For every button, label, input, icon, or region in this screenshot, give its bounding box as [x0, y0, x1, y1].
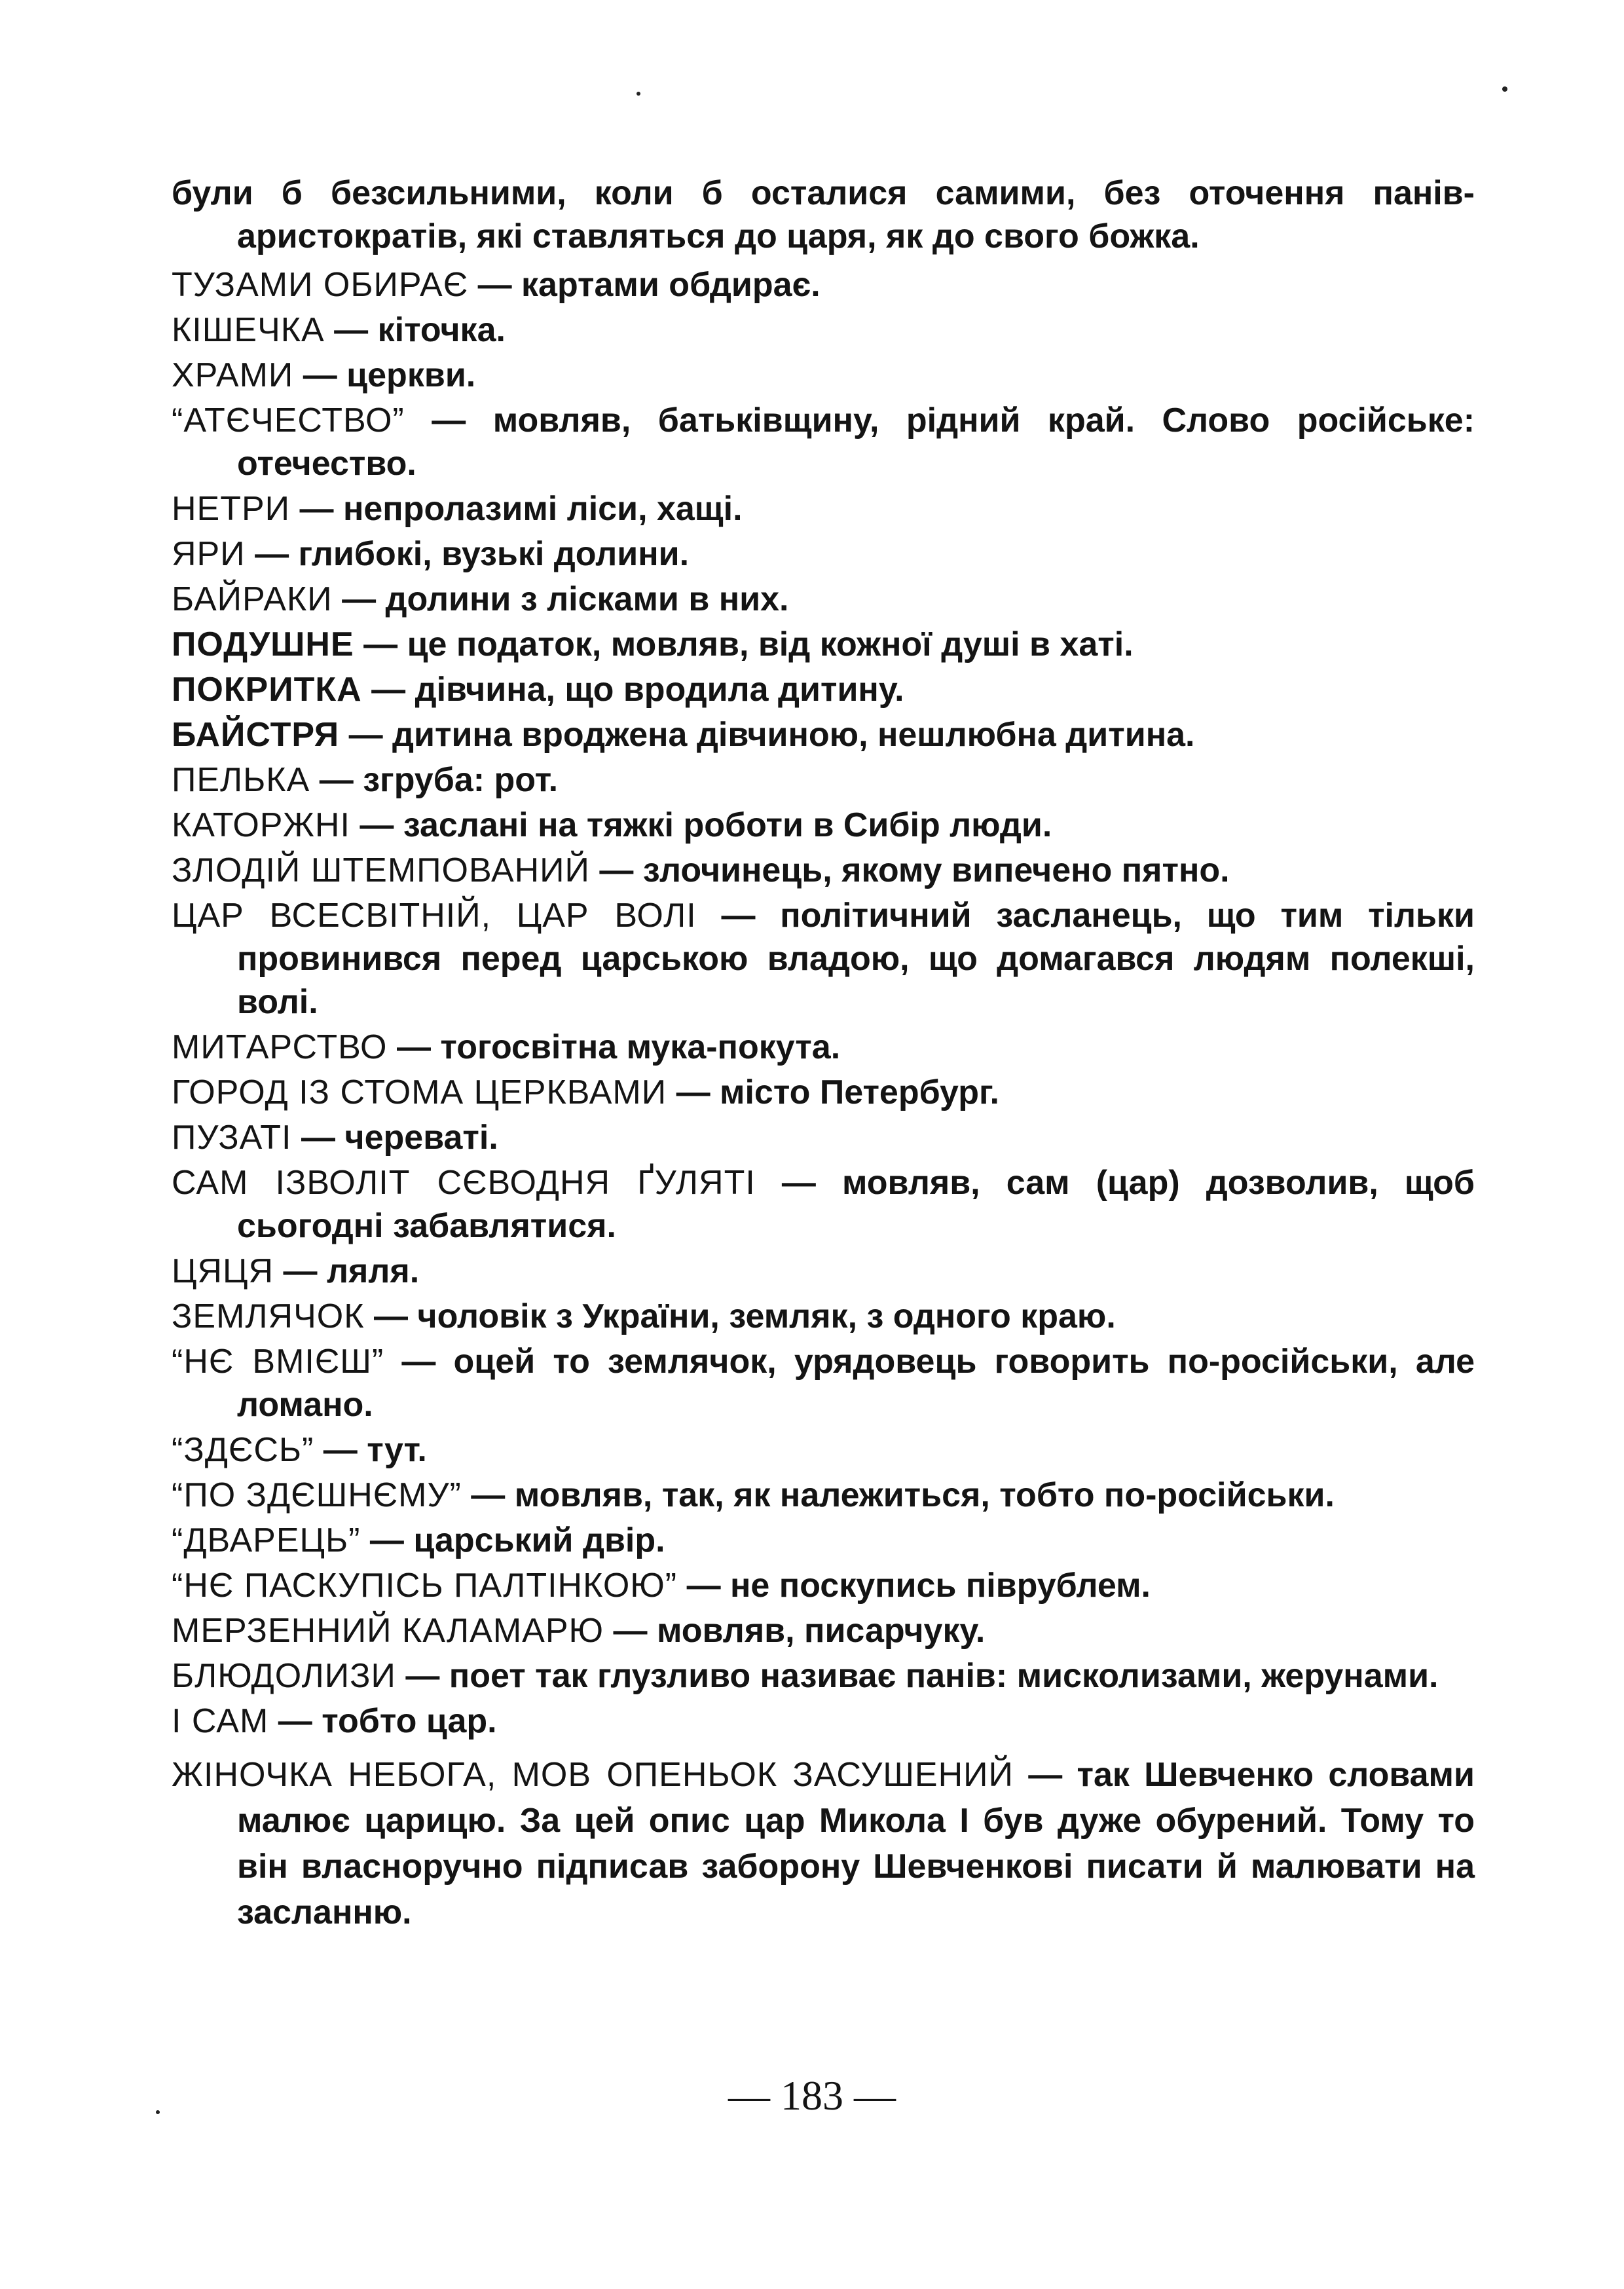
entry-dash: — [348, 716, 383, 754]
entry-dash: — [360, 806, 394, 844]
entry-definition: мовляв, писарчуку. [656, 1612, 986, 1650]
entry-definition: так Шевченко словами малює царицю. За цей опис цар Микола І був дуже обурений. Тому то він власноручно підписав заборону Шевченкові писати й малювати на засланню. [237, 1756, 1475, 1931]
entry-term: МИТАРСТВО [172, 1028, 388, 1066]
entry-dash: — [686, 1567, 721, 1605]
glossary-entry [172, 263, 1475, 307]
glossary-entry [172, 1428, 1475, 1472]
entry-dash: — [471, 1476, 506, 1514]
entry-term: ТУЗАМИ ОБИРАЄ [172, 266, 469, 304]
entry-definition: мовляв, сам (цар) дозволив, щоб сьогодні забавлятися. [237, 1164, 1475, 1245]
glossary-entry [172, 1564, 1475, 1607]
entry-dash: — [401, 1343, 436, 1381]
scan-speck [1502, 86, 1507, 92]
entry-term: ЗЛОДІЙ ШТЕМПОВАНИЙ [172, 851, 590, 889]
glossary-entry [172, 1071, 1475, 1114]
entry-term: ЖІНОЧКА НЕБОГА, МОВ ОПЕНЬОК ЗАСУШЕНИЙ [172, 1756, 1014, 1794]
glossary-entry [172, 623, 1475, 666]
glossary-entry [172, 668, 1475, 711]
entry-definition: непролазимі ліси, хащі. [342, 490, 743, 528]
entry-definition: оцей то землячок, урядовець говорить по-російськи, але ломано. [237, 1343, 1475, 1424]
entry-term: “НЄ ПАСКУПІСЬ ПАЛТІНКОЮ” [172, 1567, 678, 1605]
entry-term: БАЙРАКИ [172, 580, 333, 618]
glossary-entry [172, 487, 1475, 530]
entry-definition: поет так глузливо називає панів: мисколизами, жерунами. [449, 1657, 1439, 1695]
entry-definition: мовляв, так, як належиться, тобто по-російськи. [514, 1476, 1335, 1514]
entry-definition: дитина вроджена дівчиною, нешлюбна дитина. [392, 716, 1195, 754]
glossary-entry [172, 758, 1475, 802]
entry-dash: — [363, 625, 398, 663]
entry-definition: тобто цар. [322, 1702, 497, 1740]
entry-dash: — [432, 401, 466, 439]
entry-term: КАТОРЖНІ [172, 806, 350, 844]
entry-definition: тогосвітна мука-покута. [440, 1028, 841, 1066]
glossary-entry [172, 1609, 1475, 1652]
entry-definition: місто Петербург. [720, 1073, 999, 1111]
entry-term: ПУЗАТІ [172, 1119, 292, 1157]
entry-term: “ПО ЗДЄШНЄМУ” [172, 1476, 462, 1514]
glossary-entry [172, 1340, 1475, 1426]
entry-dash: — [342, 580, 377, 618]
entry-definition: згруба: рот. [363, 761, 559, 799]
glossary-entry [172, 578, 1475, 621]
entry-term: ПОКРИТКА [172, 671, 362, 709]
entry-term: І САМ [172, 1702, 269, 1740]
entry-definition: церкви. [346, 356, 476, 394]
entry-definition: мовляв, батьківщину, рідний край. Слово російське: отечество. [237, 401, 1475, 483]
glossary-entry [172, 1654, 1475, 1698]
entry-term: МЕРЗЕННИЙ КАЛАМАРЮ [172, 1612, 604, 1650]
glossary-entry [172, 1700, 1475, 1743]
entry-dash: — [319, 761, 354, 799]
glossary-list [172, 263, 1475, 1935]
entry-dash: — [255, 535, 289, 573]
entry-dash: — [369, 1521, 404, 1559]
glossary-entry [172, 1116, 1475, 1159]
entry-dash: — [303, 356, 337, 394]
entry-definition: картами обдирає. [521, 266, 821, 304]
entry-definition: злочинець, якому випечено пятно. [642, 851, 1230, 889]
entry-dash: — [477, 266, 512, 304]
entry-definition: кіточка. [377, 311, 506, 349]
entry-definition: це податок, мовляв, від кожної душі в хаті. [407, 625, 1134, 663]
entry-dash: — [278, 1702, 312, 1740]
glossary-entry [172, 532, 1475, 576]
entry-definition: ляля. [326, 1252, 420, 1290]
scan-speck [156, 2110, 160, 2114]
entry-term: ЦАР ВСЕСВІТНІЙ, ЦАР ВОЛІ [172, 897, 697, 935]
entry-dash: — [721, 897, 756, 935]
entry-dash: — [299, 490, 334, 528]
glossary-entry [172, 1250, 1475, 1293]
entry-dash: — [371, 671, 406, 709]
entry-term: БЛЮДОЛИЗИ [172, 1657, 396, 1695]
entry-term: ГОРОД ІЗ СТОМА ЦЕРКВАМИ [172, 1073, 667, 1111]
glossary-page [172, 172, 1475, 1937]
entry-definition: заслані на тяжкі роботи в Сибір люди. [403, 806, 1052, 844]
entry-definition: череваті. [344, 1119, 498, 1157]
entry-definition: долини з лісками в них. [385, 580, 789, 618]
entry-definition: дівчина, що вродила дитину. [415, 671, 904, 709]
page-number: — 183 — [728, 2072, 896, 2119]
entry-term: ЯРИ [172, 535, 246, 573]
entry-definition: політичний засланець, що тим тільки провинився перед царською владою, що домагався людям полекші, волі. [237, 897, 1475, 1021]
entry-term: НЕТРИ [172, 490, 291, 528]
glossary-entry [172, 308, 1475, 352]
entry-dash: — [1028, 1756, 1063, 1794]
entry-dash: — [781, 1164, 816, 1202]
entry-term: ПЕЛЬКА [172, 761, 310, 799]
glossary-entry [172, 399, 1475, 485]
glossary-entry [172, 1161, 1475, 1248]
entry-dash: — [373, 1297, 408, 1335]
scan-speck [637, 92, 640, 96]
entry-dash: — [676, 1073, 710, 1111]
entry-term: “НЄ ВМІЄШ” [172, 1343, 384, 1381]
entry-term: ЦЯЦЯ [172, 1252, 274, 1290]
entry-term: “ДВАРЕЦЬ” [172, 1521, 361, 1559]
glossary-entry [172, 804, 1475, 847]
entry-term: ХРАМИ [172, 356, 294, 394]
entry-definition: не поскупись піврублем. [730, 1567, 1151, 1605]
glossary-entry [172, 849, 1475, 892]
entry-term: ПОДУШНЕ [172, 625, 354, 663]
entry-definition: царський двір. [413, 1521, 665, 1559]
glossary-entry [172, 1295, 1475, 1338]
entry-term: КІШЕЧКА [172, 311, 325, 349]
entry-dash: — [396, 1028, 431, 1066]
glossary-entry [172, 1026, 1475, 1069]
entry-dash: — [283, 1252, 318, 1290]
entry-term: САМ ІЗВОЛІТ СЄВОДНЯ ҐУЛЯТІ [172, 1164, 756, 1202]
entry-term: “ЗДЄСЬ” [172, 1431, 314, 1469]
entry-term: ЗЕМЛЯЧОК [172, 1297, 365, 1335]
glossary-entry [172, 713, 1475, 756]
entry-dash: — [323, 1431, 358, 1469]
glossary-entry [172, 354, 1475, 397]
entry-term: БАЙСТРЯ [172, 716, 340, 754]
glossary-entry [172, 1519, 1475, 1562]
entry-definition: чоловік з України, земляк, з одного краю. [417, 1297, 1116, 1335]
intro-paragraph: були б безсильними, коли б осталися самими, без оточення панів-аристократів, які ставляться до царя, як до свого божка. [172, 174, 1475, 255]
entry-definition: глибокі, вузькі долини. [298, 535, 690, 573]
entry-dash: — [301, 1119, 335, 1157]
entry-dash: — [405, 1657, 440, 1695]
entry-dash: — [599, 851, 634, 889]
glossary-entry [172, 894, 1475, 1024]
entry-dash: — [334, 311, 369, 349]
glossary-entry [172, 1474, 1475, 1517]
entry-term: “АТЄЧЕСТВО” [172, 401, 405, 439]
glossary-entry-final [172, 1752, 1475, 1935]
entry-dash: — [613, 1612, 648, 1650]
entry-definition: тут. [367, 1431, 427, 1469]
